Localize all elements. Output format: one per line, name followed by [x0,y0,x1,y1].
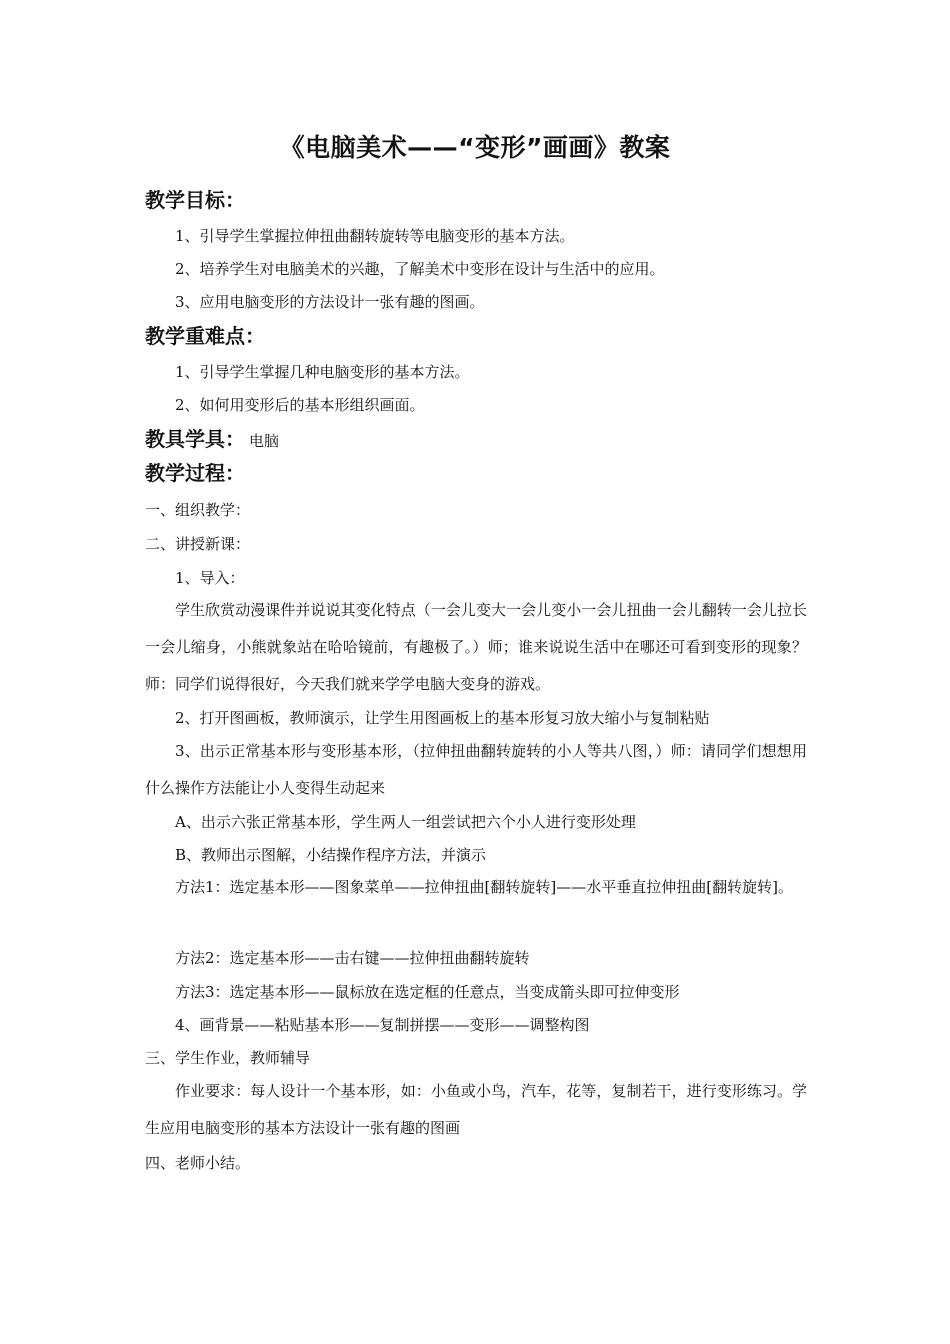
objective-item-2: 2、培养学生对电脑美术的兴趣，了解美术中变形在设计与生活中的应用。 [175,260,665,278]
process-step-1: 一、组织教学： [145,501,251,519]
method-1: 方法1：选定基本形——图象菜单——拉伸扭曲[翻转旋转]——水平垂直拉伸扭曲[翻转旋转]。 [175,878,793,896]
key-points-heading: 教学重难点： [145,324,265,348]
tools-heading [145,424,279,456]
process-step-2: 二、讲授新课： [145,535,251,553]
key-point-item-1: 1、引导学生掌握几种电脑变形的基本方法。 [175,363,470,381]
process-item-a: A、出示六张正常基本形，学生两人一组尝试把六个小人进行变形处理 [175,813,636,831]
objective-item-3: 3、应用电脑变形的方法设计一张有趣的图画。 [175,293,485,311]
process-item-2: 2、打开图画板，教师演示，让学生用图画板上的基本形复习放大缩小与复制粘贴 [175,709,710,727]
document-title: 《电脑美术——“变形”画画》教案 [279,133,671,162]
intro-label: 1、导入： [175,569,245,587]
objectives-heading: 教学目标： [145,188,245,212]
tools-value: 电脑 [249,432,280,450]
process-item-3: 3、出示正常基本形与变形基本形，（拉伸扭曲翻转旋转的小人等共八图，）师：请同学们想想用什么操作方法能让小人变得生动起来 [145,742,807,797]
method-2: 方法2：选定基本形——击右键——拉伸扭曲翻转旋转 [175,949,530,967]
process-step-3: 三、学生作业，教师辅导 [145,1049,311,1067]
process-step-4: 四、老师小结。 [145,1154,251,1172]
homework-paragraph: 作业要求：每人设计一个基本形，如：小鱼或小鸟，汽车，花等，复制若干，进行变形练习。学生应用电脑变形的基本方法设计一张有趣的图画 [145,1082,807,1137]
method-3: 方法3：选定基本形——鼠标放在选定框的任意点，当变成箭头即可拉伸变形 [175,983,680,1001]
key-point-item-2: 2、如何用变形后的基本形组织画面。 [175,396,425,414]
process-item-b: B、教师出示图解，小结操作程序方法，并演示 [175,846,487,864]
tools-label: 教具学具： [145,427,245,451]
process-item-4: 4、画背景——粘贴基本形——复制拼摆——变形——调整构图 [175,1016,590,1034]
objective-item-1: 1、引导学生掌握拉伸扭曲翻转旋转等电脑变形的基本方法。 [175,227,575,245]
intro-paragraph: 学生欣赏动漫课件并说说其变化特点（一会儿变大一会儿变小一会儿扭曲一会儿翻转一会儿拉长一会儿缩身，小熊就象站在哈哈镜前，有趣极了。）师；谁来说说生活中在哪还可看到变形的现象？师：同学们说得很好，今天我们就来学学电脑大变身的游戏。 [145,601,807,693]
process-heading: 教学过程： [145,461,245,485]
